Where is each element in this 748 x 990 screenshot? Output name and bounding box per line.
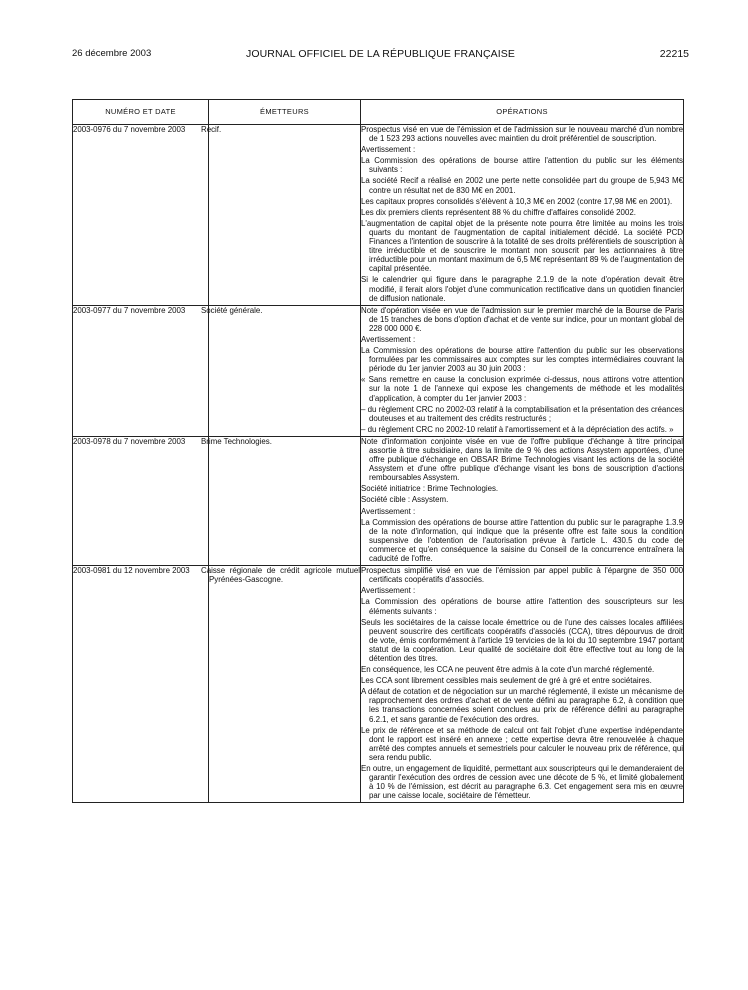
column-header-number: NUMÉRO ET DATE (73, 100, 209, 125)
issuer-name: Recif. (201, 125, 222, 134)
operation-paragraph: Les capitaux propres consolidés s'élèvent à 10,3 M€ en 2002 (contre 17,98 M€ en 2001). (361, 196, 673, 206)
operations-cell (361, 125, 684, 306)
operation-paragraph: Avertissement : (361, 506, 416, 516)
operation-paragraph: Si le calendrier qui figure dans le paragraphe 2.1.9 de la note d'opération devait être modifié, il ferait alors l'objet d'une communication rectificative dans un quotidien financier de diffusion nationale. (361, 275, 683, 303)
operation-paragraph: La Commission des opérations de bourse attire l'attention des souscripteurs sur les éléments suivants : (361, 597, 683, 616)
page-number: 22215 (659, 48, 689, 60)
operation-paragraph: L'augmentation de capital objet de la présente note pourra être limitée au moins les trois quarts du montant de l'augmentation de capital initialement décidé. La société PCD Finances a l'intention de souscrire à la totalité de ses droits préférentiels de souscription à titre irréductible et de souscrire le montant non souscrit par les actionnaires à titre irréductible pour un montant maximum de 6,5 M€ représentant 89 % de l'augmentation de capital présentée. (361, 218, 683, 274)
operation-paragraph: La Commission des opérations de bourse attire l'attention du public sur le paragraphe 1.3.9 de la note d'information, qui indique que la présente offre est faite sous la condition suspensive de l'obtention de l'autorisation prévue à l'article L. 430.5 du code de commerce et qu'en conséquence la saisine du Conseil de la concurrence entraînera la caducité de l'offre. (361, 517, 683, 564)
operation-paragraph: La Commission des opérations de bourse attire l'attention du public sur les éléments suivants : (361, 156, 683, 175)
issuer-cell (201, 436, 361, 565)
operation-paragraph: Prospectus simplifié visé en vue de l'émission par appel public à l'épargne de 350 000 certificats coopératifs d'associés. (361, 566, 683, 585)
operation-paragraph: Avertissement : (361, 334, 416, 344)
operations-table (72, 99, 684, 803)
operation-number: 2003-0978 du 7 novembre 2003 (73, 436, 209, 565)
operation-paragraph: Le prix de référence et sa méthode de calcul ont fait l'objet d'une expertise indépendante dont le rapport est inséré en annexe ; cette expertise devra être renouvelée à chaque arrêté des comptes annuels et semestriels pour calculer le nouveau prix de référence, qui sera rendu public. (361, 725, 683, 762)
table-row (73, 305, 684, 436)
table-row (73, 436, 684, 565)
column-header-operations: OPÉRATIONS (361, 100, 684, 125)
page-header (72, 48, 689, 62)
operation-paragraph: – du règlement CRC no 2002-03 relatif à la comptabilisation et la présentation des créances douteuses et au traitement des crédits restructurés ; (361, 404, 683, 423)
operations-cell (361, 566, 684, 803)
operation-paragraph: « Sans remettre en cause la conclusion exprimée ci-dessus, nous attirons votre attention sur la note 1 de l'annexe qui expose les changements de méthode et les modalités d'application, à compter du 1er janvier 2003 : (361, 375, 683, 403)
operation-paragraph: La Commission des opérations de bourse attire l'attention du public sur les observations formulées par les commissaires aux comptes sur les comptes intermédiaires couvrant la période du 1er janvier 2003 au 30 juin 2003 : (361, 346, 683, 374)
operation-paragraph: Prospectus visé en vue de l'émission et de l'admission sur le nouveau marché d'un nombre de 1 523 293 actions nouvelles avec maintien du droit préférentiel de souscription. (361, 125, 683, 144)
operation-paragraph: Note d'opération visée en vue de l'admission sur le premier marché de la Bourse de Paris de 15 tranches de bons d'option d'achat et de vente sur indice, pour un montant global de 228 000 000 €. (361, 305, 683, 333)
operation-paragraph: A défaut de cotation et de négociation sur un marché réglementé, il existe un mécanisme de rapprochement des ordres d'achat et de vente défini au paragraphe 6.2, à condition que les transactions concernées soient conclues au prix de référence défini au paragraphe 6.2.1, et sans garantie de l'exécution des ordres. (361, 687, 683, 724)
operations-cell (361, 436, 684, 565)
operation-paragraph: En conséquence, les CCA ne peuvent être admis à la cote d'un marché réglementé. (361, 665, 655, 675)
operation-paragraph: En outre, un engagement de liquidité, permettant aux souscripteurs qui le demanderaient de garantir l'exécution des ordres de cession avec une décote de 5 %, et limité globalement à 10 % de l'émission, est décrit au paragraphe 6.3. Cet engagement sera mis en œuvre par une caisse locale, sociétaire de l'émetteur. (361, 764, 683, 801)
header-date: 26 décembre 2003 (72, 48, 152, 59)
operation-paragraph: Les CCA sont librement cessibles mais seulement de gré à gré et entre sociétaires. (361, 676, 652, 686)
operation-number: 2003-0981 du 12 novembre 2003 (73, 566, 209, 803)
operation-paragraph: – du règlement CRC no 2002-10 relatif à l'amortissement et à la dépréciation des actifs. » (361, 424, 674, 434)
operations-cell (361, 305, 684, 436)
operation-number: 2003-0977 du 7 novembre 2003 (73, 305, 209, 436)
issuer-cell (201, 305, 361, 436)
issuer-name: Société générale. (201, 305, 263, 315)
operation-paragraph: Avertissement : (361, 145, 416, 155)
operation-paragraph: Société initiatrice : Brime Technologies. (361, 484, 499, 494)
operation-paragraph: Avertissement : (361, 586, 416, 596)
operation-paragraph: La société Recif a réalisé en 2002 une perte nette consolidée part du groupe de 5,943 M€ contre un résultat net de 830 M€ en 2001. (361, 176, 683, 195)
table-row (73, 125, 684, 306)
column-header-issuers: ÉMETTEURS (209, 100, 361, 125)
table-header-row (73, 100, 684, 125)
operation-paragraph: Seuls les sociétaires de la caisse locale émettrice ou de l'une des caisses locales affiliées peuvent souscrire des certificats coopératifs d'associés (CCA), titres dépourvus de droit de vote, émis conformément à l'article 19 tervicies de la loi du 10 septembre 1947 portant statut de la coopération. Leur qualité de sociétaire doit être effective tout au long de la détention des titres. (361, 617, 683, 663)
operation-paragraph: Les dix premiers clients représentent 88 % du chiffre d'affaires consolidé 2002. (361, 207, 636, 217)
operation-paragraph: Note d'information conjointe visée en vue de l'offre publique d'échange à titre principal assortie à titre subsidiaire, dans la limite de 9 % des actions Assystem apportées, d'une offre publique d'échange en OBSAR Brime Technologies visant les actions de la société Assystem et d'une offre publique d'échange visant les bons de souscription d'actions remboursables Assystem. (361, 436, 683, 483)
table-row (73, 566, 684, 803)
issuer-name: Caisse régionale de crédit agricole mutuel Pyrénées-Gascogne. (201, 566, 360, 585)
issuer-cell (201, 125, 361, 306)
operation-paragraph: Société cible : Assystem. (361, 495, 449, 505)
issuer-cell (201, 566, 361, 803)
journal-title: JOURNAL OFFICIEL DE LA RÉPUBLIQUE FRANÇAISE (246, 48, 515, 60)
issuer-name: Brime Technologies. (201, 436, 272, 446)
operation-number: 2003-0976 du 7 novembre 2003 (73, 125, 209, 306)
